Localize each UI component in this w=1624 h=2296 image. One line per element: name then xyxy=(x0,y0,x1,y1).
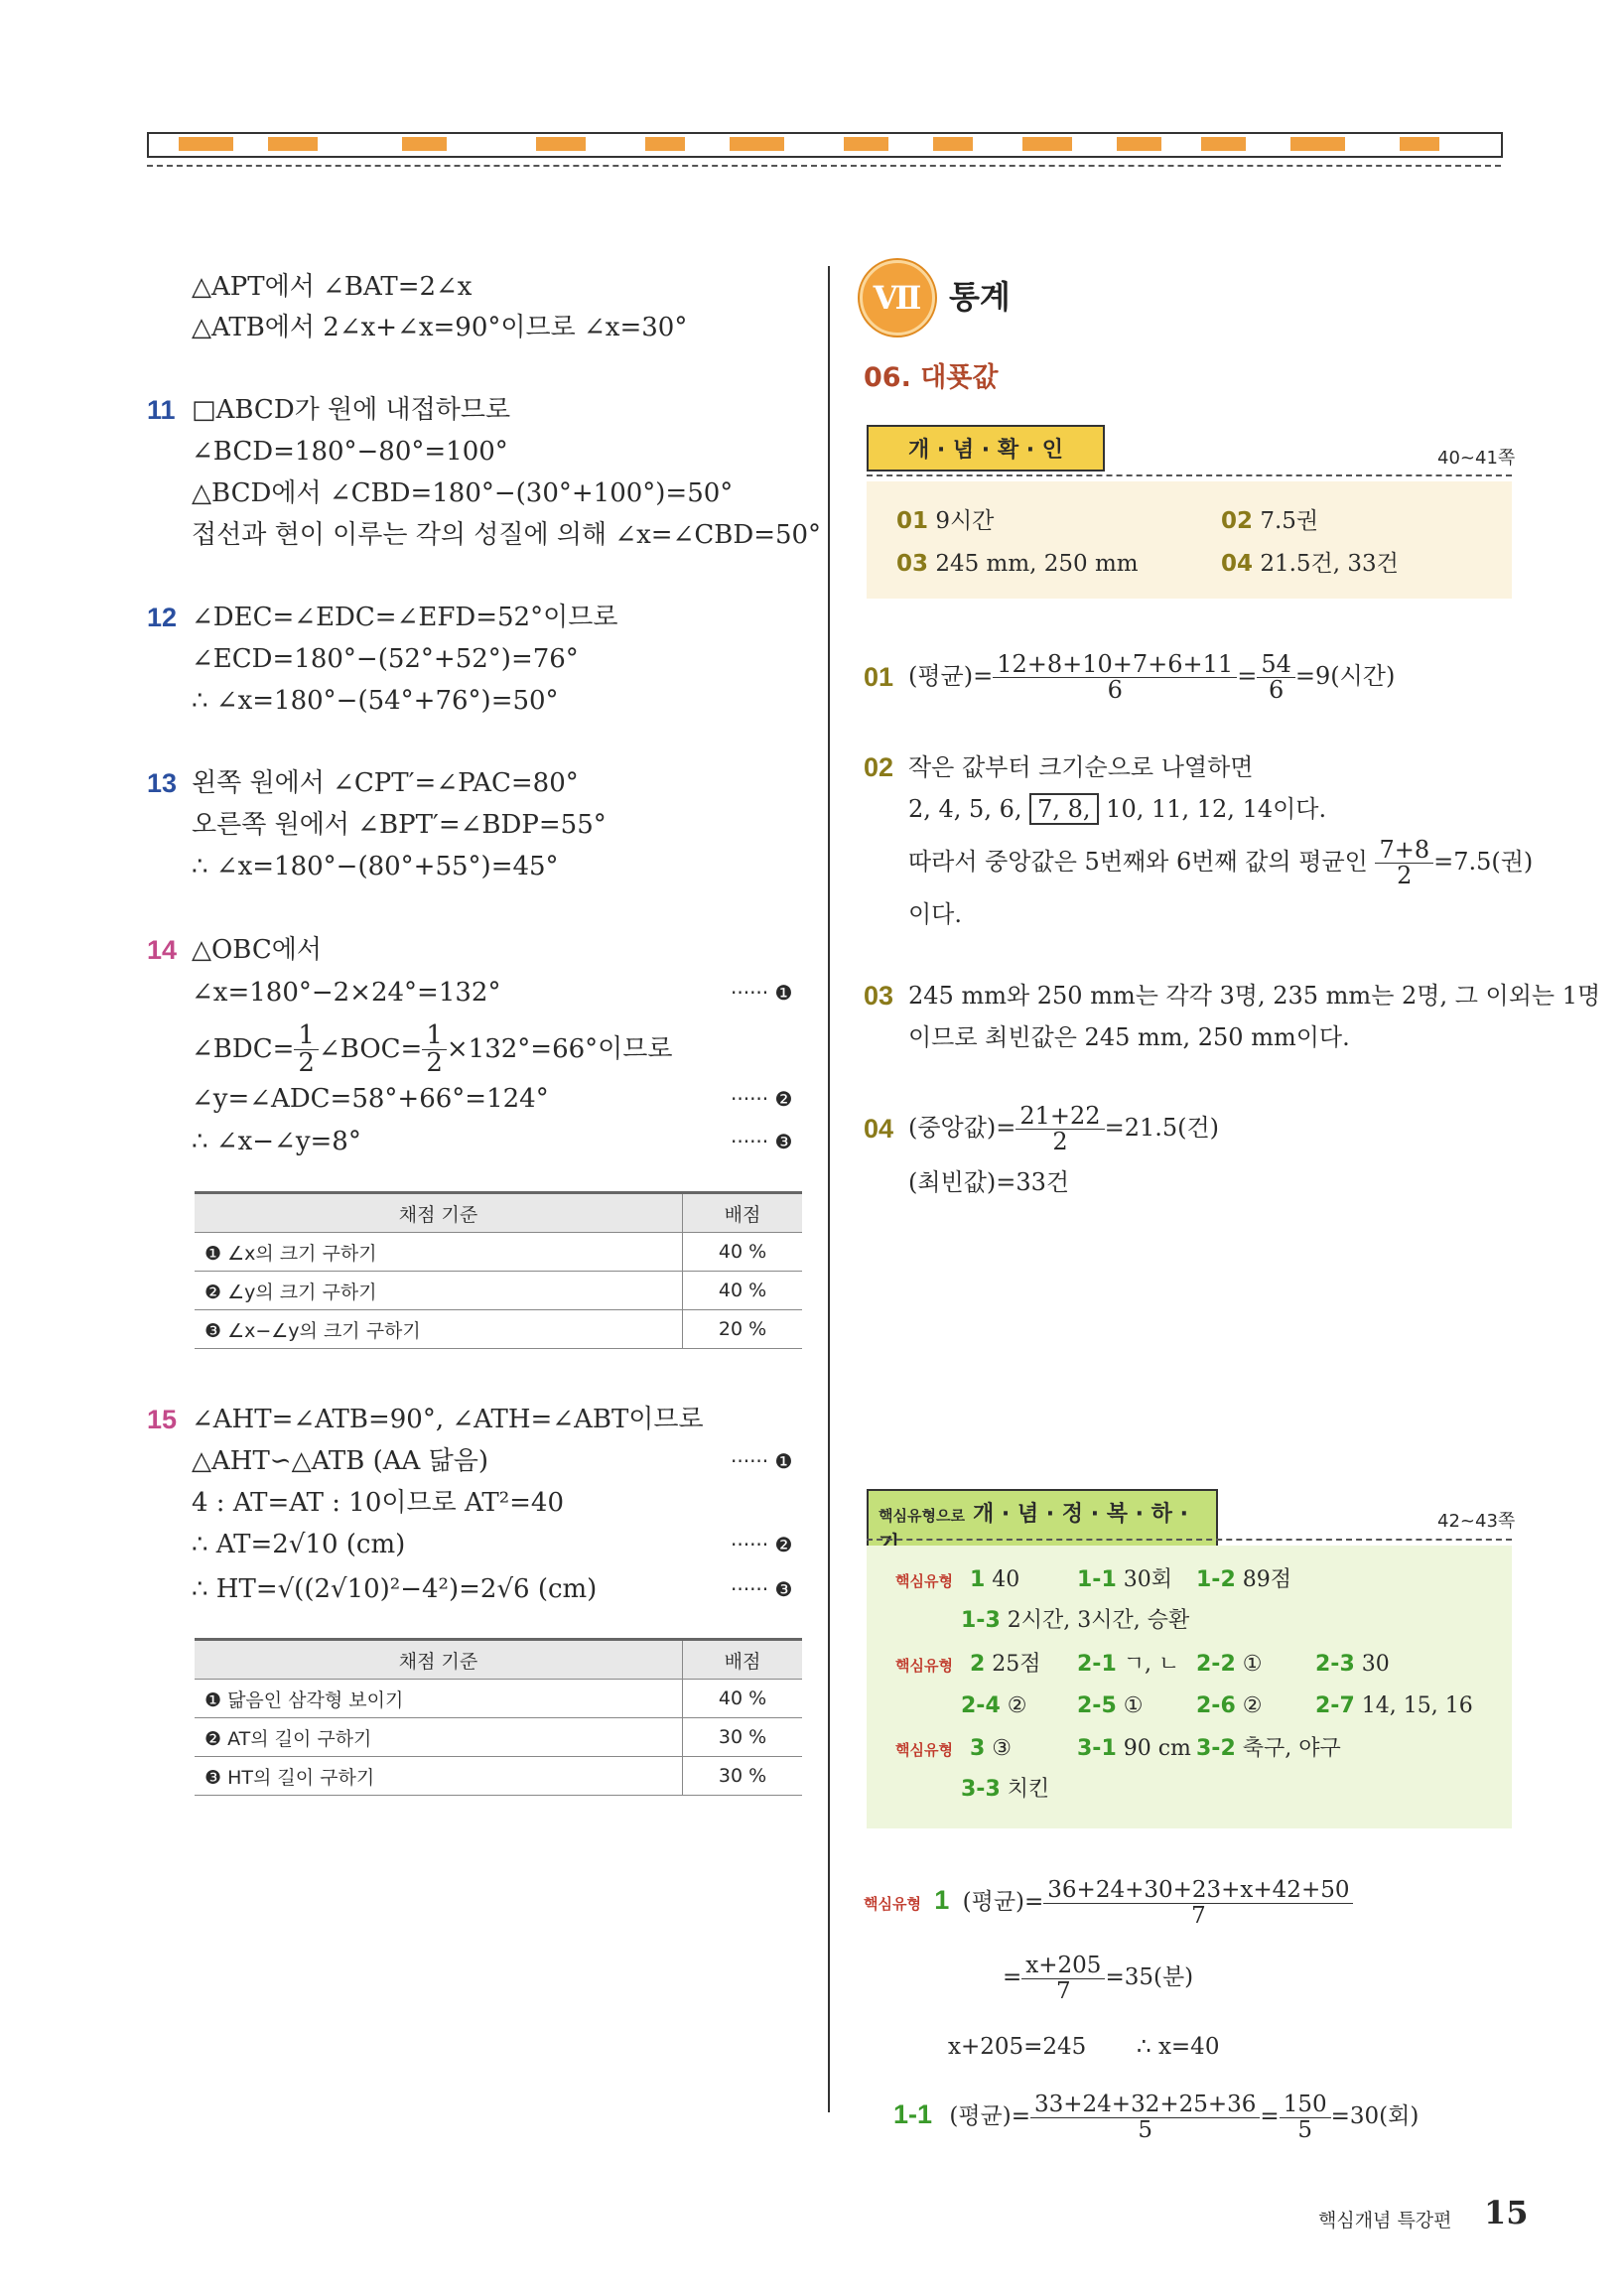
p14-line-4: ∠y=∠ADC=58°+66°=124° xyxy=(192,1084,549,1114)
sol-04-line-1: (중앙값)= $\frac{21+22}{2}$ =21.5(건) xyxy=(908,1101,1220,1155)
p13-line-1: 왼쪽 원에서 ∠CPT′=∠PAC=80° xyxy=(192,768,579,798)
sol-01-number: 01 xyxy=(864,662,894,692)
review-2-5: 2-5 ① xyxy=(1077,1693,1144,1718)
review-3-3: 3-3 치킨 xyxy=(961,1777,1050,1802)
review-dashed-line xyxy=(867,1539,1512,1541)
p13-line-2: 오른쪽 원에서 ∠BPT′=∠BDP=55° xyxy=(192,810,607,840)
problem-11-number: 11 xyxy=(147,395,176,425)
p15-marker-2: ······ ❷ xyxy=(731,1533,793,1556)
p12-line-2: ∠ECD=180°−(52°+52°)=76° xyxy=(192,644,579,674)
concept-box-pages: 40~41쪽 xyxy=(1437,448,1516,469)
table-header: 배점 xyxy=(683,1640,803,1680)
table-row: ❷ AT의 길이 구하기 30 % xyxy=(195,1718,802,1757)
median-box: 7, 8, xyxy=(1029,793,1098,825)
half-fraction: $\frac{1}{2}$ xyxy=(422,1022,447,1078)
sol-02-number: 02 xyxy=(864,752,894,782)
review-2-1: 2-1 ㄱ, ㄴ xyxy=(1077,1652,1180,1677)
p15-line-3: 4 : AT=AT : 10이므로 AT²=40 xyxy=(192,1488,564,1518)
section-title: 06. 대푯값 xyxy=(864,362,999,393)
p11-line-2: ∠BCD=180°−80°=100° xyxy=(192,437,508,467)
concept-answer-04: 04 21.5건, 33건 xyxy=(1221,551,1399,577)
table-header: 배점 xyxy=(683,1193,803,1233)
chapter-badge: Ⅶ xyxy=(860,260,935,336)
review-row-3: 핵심유형 3 ③ xyxy=(895,1736,1013,1761)
p14-line-3: ∠BDC= $\frac{1}{2}$ ∠BOC= $\frac{1}{2}$ ×132°=66°이므로 xyxy=(192,1020,673,1079)
review-2-2: 2-2 ① xyxy=(1196,1652,1263,1677)
p13-line-3: ∴ ∠x=180°−(80°+55°)=45° xyxy=(192,852,559,881)
concept-answers-panel xyxy=(867,481,1512,599)
sol-04-number: 04 xyxy=(864,1114,894,1144)
p15-line-4: ∴ AT=2√10 (cm) xyxy=(192,1530,406,1559)
core-1-line-2: = $\frac{x+205}{7}$ =35(분) xyxy=(1003,1953,1194,2004)
problem-15-number: 15 xyxy=(147,1405,178,1434)
p11-line-3: △BCD에서 ∠CBD=180°−(30°+100°)=50° xyxy=(192,478,734,508)
header-decoration xyxy=(147,132,1503,158)
core-1-1-line: 1-1 (평균)= $\frac{33+24+32+25+36}{5}$ = $\frac{150}{5}$ =30(회) xyxy=(893,2092,1420,2143)
concept-box-title: 개 · 념 · 확 · 인 xyxy=(867,425,1105,472)
problem-12-number: 12 xyxy=(147,603,178,632)
footer-label: 핵심개념 특강편 xyxy=(1318,2210,1452,2231)
p11-line-4: 접선과 현이 이루는 각의 성질에 의해 ∠x=∠CBD=50° xyxy=(192,520,822,550)
sol-03-line-1: 245 mm와 250 mm는 각각 3명, 235 mm는 2명, 그 이외는 1명 xyxy=(908,982,1601,1010)
table-row: ❸ HT의 길이 구하기 30 % xyxy=(195,1757,802,1796)
review-1-1: 1-1 30회 xyxy=(1077,1567,1172,1592)
table-header: 채점 기준 xyxy=(195,1640,683,1680)
review-1-2: 1-2 89점 xyxy=(1196,1567,1291,1592)
sol-03-line-2: 이므로 최빈값은 245 mm, 250 mm이다. xyxy=(908,1023,1350,1051)
sol-02-line-4: 이다. xyxy=(908,900,962,928)
core-1-line-1: 핵심유형 1 (평균)= $\frac{36+24+30+23+x+42+50}{7}$ xyxy=(864,1869,1353,1937)
chapter-title: 통계 xyxy=(949,278,1011,316)
concept-answer-02: 02 7.5권 xyxy=(1221,508,1319,534)
review-2-3: 2-3 30 xyxy=(1315,1652,1390,1677)
sol-02-line-2: 2, 4, 5, 6, 7, 8, 10, 11, 12, 14이다. xyxy=(908,795,1327,823)
review-row-2: 핵심유형 2 25점 xyxy=(895,1652,1041,1677)
intro-line-1: △APT에서 ∠BAT=2∠x xyxy=(192,272,473,302)
sol-04-line-2: (최빈값)=33건 xyxy=(908,1168,1070,1196)
concept-dashed-line xyxy=(867,474,1512,476)
page-number: 15 xyxy=(1484,2194,1529,2231)
p15-line-5: ∴ HT=√((2√10)²−4²)=2√6 (cm) xyxy=(192,1574,598,1604)
p14-marker-1: ······ ❶ xyxy=(731,981,793,1005)
column-divider xyxy=(828,266,830,2112)
p14-marker-3: ······ ❸ xyxy=(731,1130,793,1153)
sol-03-number: 03 xyxy=(864,981,894,1011)
problem-13-number: 13 xyxy=(147,768,178,798)
sol-02-line-3: 따라서 중앙값은 5번째와 6번째 값의 평균인 $\frac{7+8}{2}$ =7.5(권) xyxy=(908,835,1534,889)
review-2-6: 2-6 ② xyxy=(1196,1693,1263,1718)
review-2-7: 2-7 14, 15, 16 xyxy=(1315,1693,1473,1718)
p12-line-3: ∴ ∠x=180°−(54°+76°)=50° xyxy=(192,686,559,716)
review-box-pages: 42~43쪽 xyxy=(1437,1511,1516,1532)
table-row: ❷ ∠y의 크기 구하기 40 % xyxy=(195,1272,802,1310)
review-2-4: 2-4 ② xyxy=(961,1693,1027,1718)
review-3-1: 3-1 90 cm xyxy=(1077,1736,1191,1761)
core-1-line-3b: ∴ x=40 xyxy=(1137,2034,1220,2060)
header-dashed-line xyxy=(147,165,1501,167)
p15-line-2: △AHT∽△ATB (AA 닮음) xyxy=(192,1446,488,1476)
p12-line-1: ∠DEC=∠EDC=∠EFD=52°이므로 xyxy=(192,603,618,632)
p15-marker-1: ······ ❶ xyxy=(731,1449,793,1473)
p14-marker-2: ······ ❷ xyxy=(731,1087,793,1111)
review-1-3: 1-3 2시간, 3시간, 승환 xyxy=(961,1608,1190,1633)
p11-line-1: □ABCD가 원에 내접하므로 xyxy=(192,395,511,425)
concept-answer-03: 03 245 mm, 250 mm xyxy=(896,551,1139,577)
table-row: ❸ ∠x−∠y의 크기 구하기 20 % xyxy=(195,1310,802,1349)
half-fraction: $\frac{1}{2}$ xyxy=(294,1022,319,1078)
review-3-2: 3-2 축구, 야구 xyxy=(1196,1736,1341,1761)
sol-01-body: (평균)= $\frac{12+8+10+7+6+11}{6}$ = $\frac{54}{6}$ =9(시간) xyxy=(908,649,1396,704)
concept-answer-01: 01 9시간 xyxy=(896,508,995,534)
intro-line-2: △ATB에서 2∠x+∠x=90°이므로 ∠x=30° xyxy=(192,313,688,342)
review-row-1: 핵심유형 1 40 xyxy=(895,1567,1020,1592)
sol-02-line-1: 작은 값부터 크기순으로 나열하면 xyxy=(908,753,1254,781)
problem-14-number: 14 xyxy=(147,935,178,965)
table-row: ❶ 닮음인 삼각형 보이기 40 % xyxy=(195,1680,802,1718)
table-row: ❶ ∠x의 크기 구하기 40 % xyxy=(195,1233,802,1272)
table-header: 채점 기준 xyxy=(195,1193,683,1233)
p15-line-1: ∠AHT=∠ATB=90°, ∠ATH=∠ABT이므로 xyxy=(192,1405,704,1434)
review-box-title: 핵심유형으로 개 · 념 · 정 · 복 · 하 · xyxy=(867,1489,1218,1566)
p15-marker-3: ······ ❸ xyxy=(731,1577,793,1601)
p14-line-5: ∴ ∠x−∠y=8° xyxy=(192,1127,361,1156)
core-1-line-3a: x+205=245 xyxy=(948,2034,1087,2060)
p14-line-2: ∠x=180°−2×24°=132° xyxy=(192,978,501,1008)
p15-grading-table xyxy=(195,1638,802,1796)
p14-grading-table xyxy=(195,1191,802,1349)
p14-line-1: △OBC에서 xyxy=(192,935,323,965)
